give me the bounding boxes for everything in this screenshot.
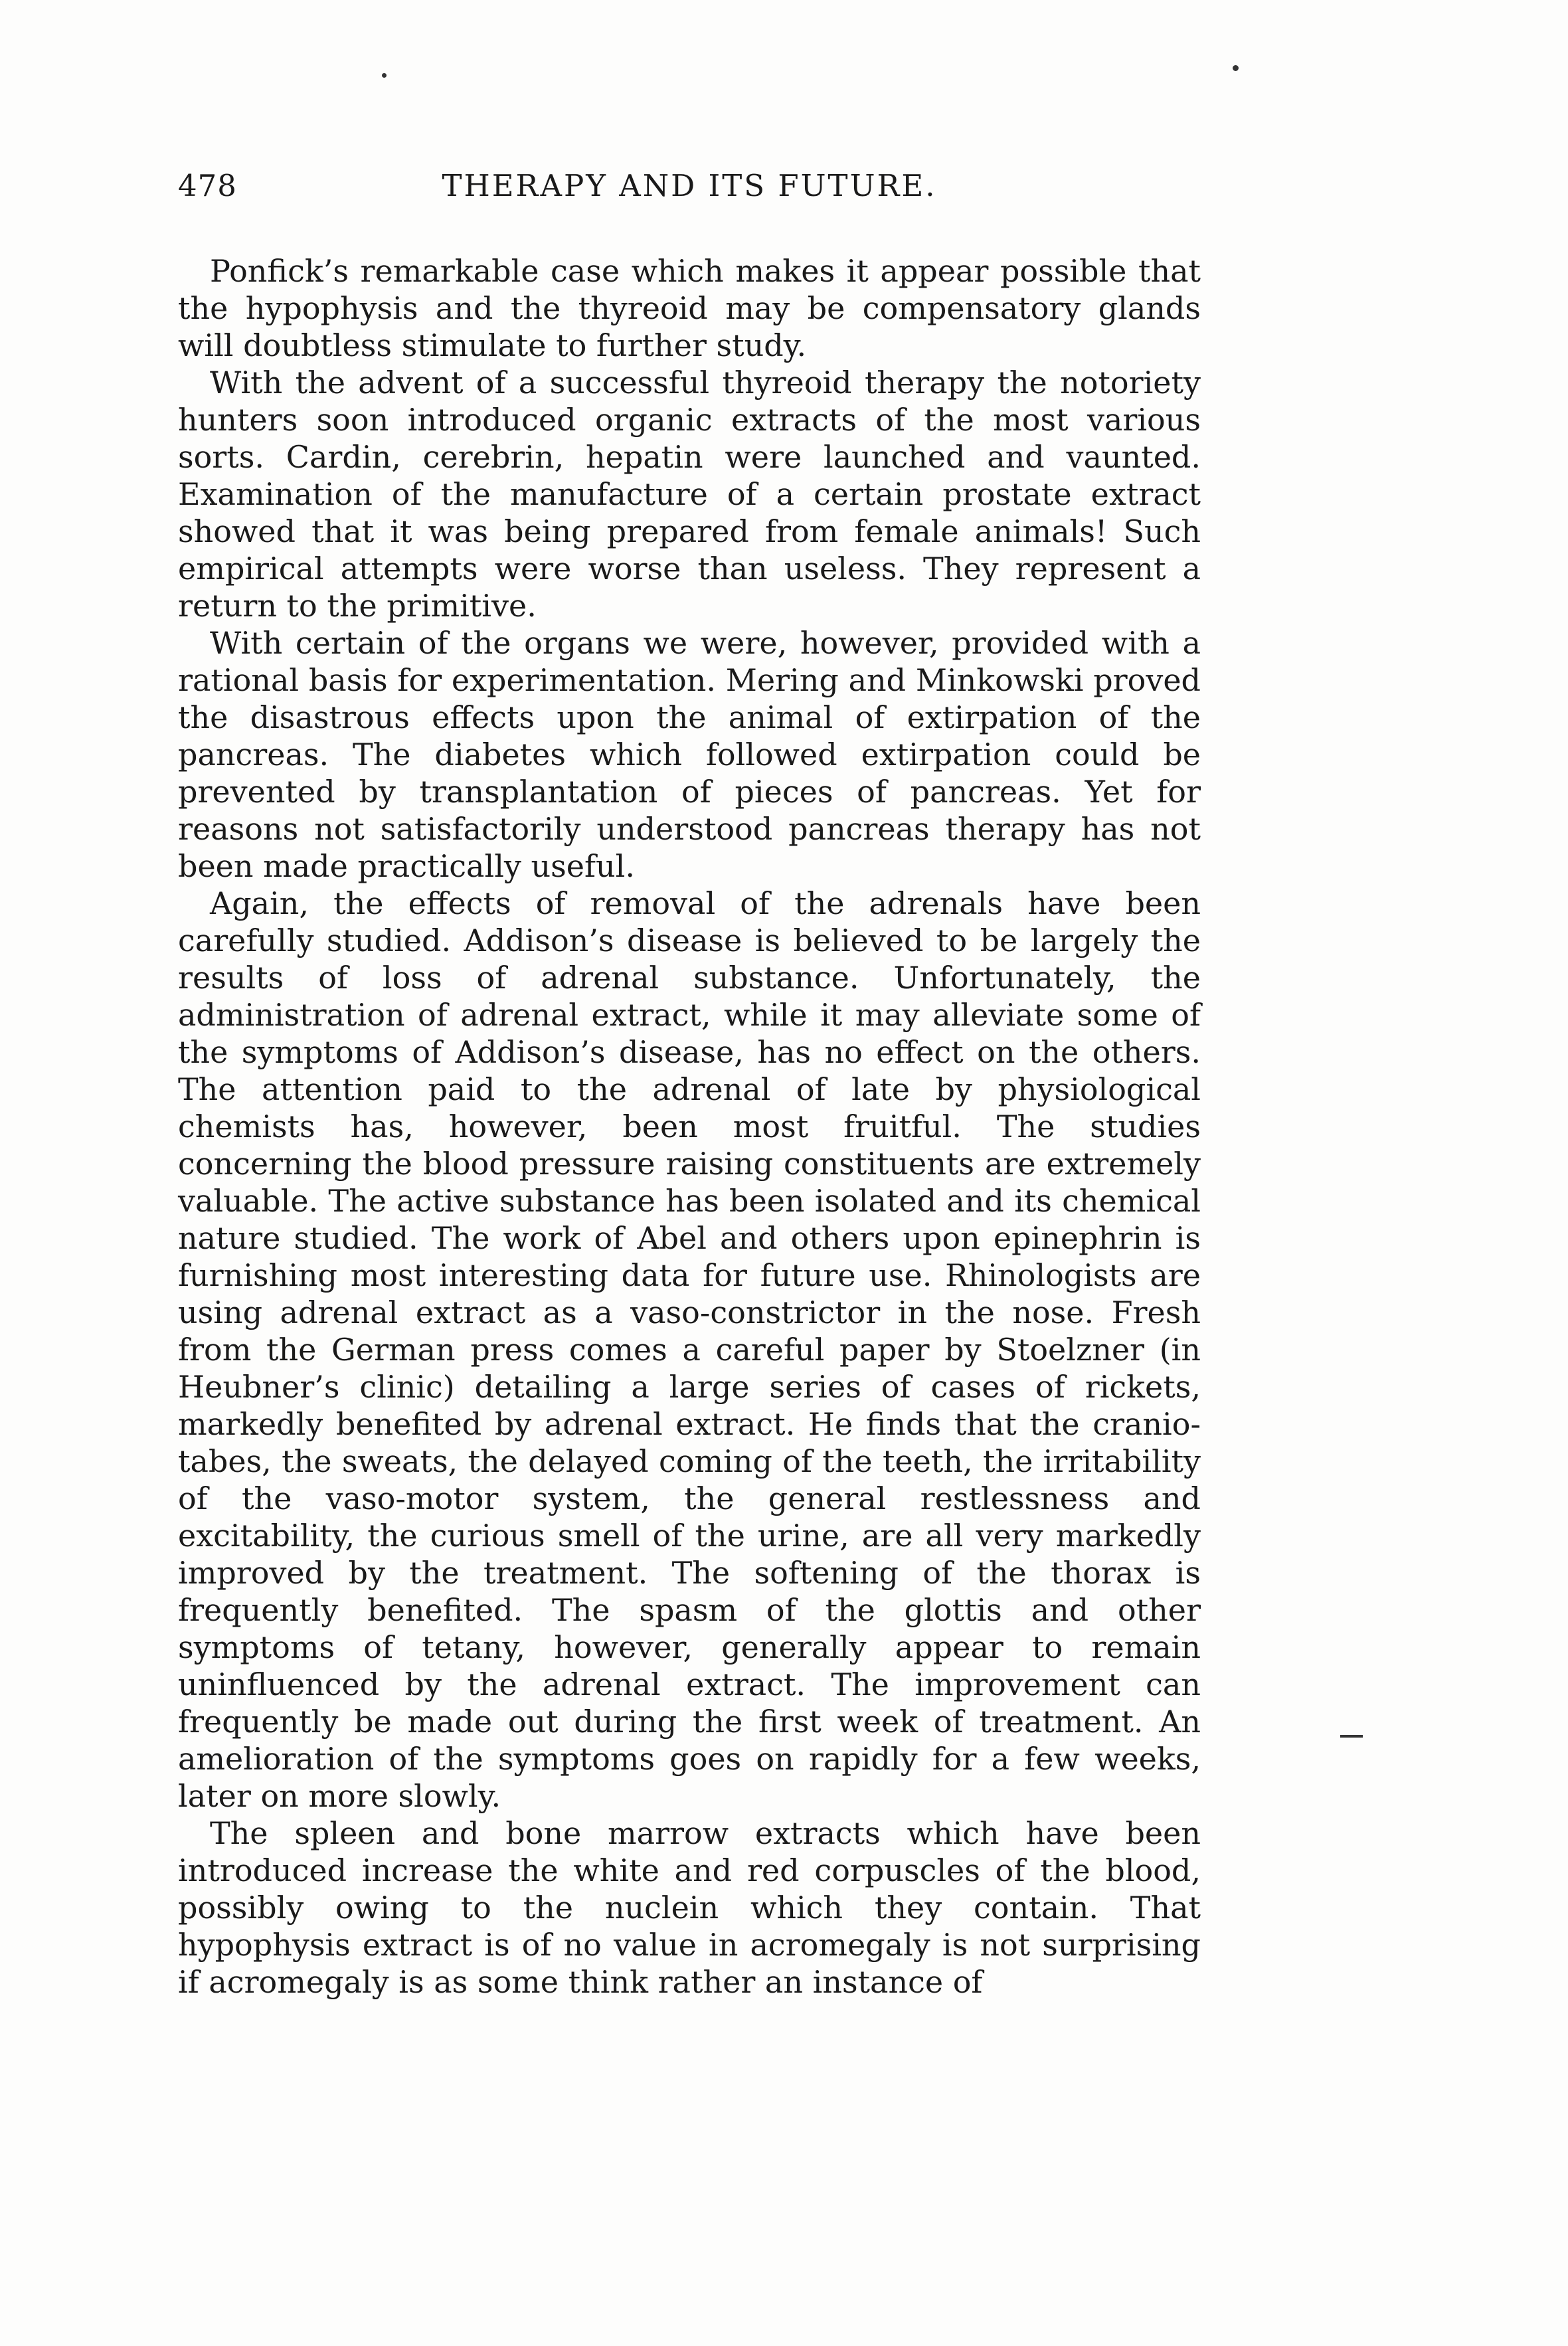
paragraph: With certain of the organs we were, however, provided with a rational basis for experimentation. Mering and Minkowski proved the disastrous effects upon the animal of extirpation of the pancreas. The diabetes which followed extirpation could be prevented by transplantation of pieces of pancreas. Yet for reasons not satisfactorily understood pancreas therapy has not been made practically useful. xyxy=(178,625,1201,884)
body-text xyxy=(178,252,1201,2001)
ink-speck xyxy=(1233,65,1239,71)
paragraph: The spleen and bone marrow extracts which have been introduced increase the white and red corpuscles of the blood, possibly owing to the nuclein which they contain. That hypophysis extract is of no value in acromegaly is not surprising if acromegaly is as some think rather an instance of xyxy=(178,1815,1201,2000)
paragraph: Ponfick’s remarkable case which makes it appear possible that the hypophysis and the thyreoid may be compensatory glands will doubtless stimulate to further study. xyxy=(178,253,1201,363)
ink-speck xyxy=(382,73,387,78)
page-header xyxy=(178,166,1201,206)
paragraph: Again, the effects of removal of the adrenals have been carefully studied. Addison’s disease is believed to be largely the results of loss of adrenal substance. Unfortunately, the administration of adrenal extract, while it may alleviate some of the symptoms of Addison’s disease, has no effect on the others. The attention paid to the adrenal of late by physiological chemists has, however, been most fruitful. The studies concerning the blood pressure raising constituents are extremely valuable. The active substance has been isolated and its chemical nature studied. The work of Abel and others upon epinephrin is furnishing most interesting data for future use. Rhinologists are using adrenal extract as a vaso-constrictor in the nose. Fresh from the German press comes a careful paper by Stoelzner (in Heubner’s clinic) detailing a large series of cases of rickets, markedly benefited by adrenal extract. He finds that the cranio-tabes, the sweats, the delayed coming of the teeth, the irritability of the vaso-motor system, the general restlessness and excitability, the curious smell of the urine, are all very markedly improved by the treatment. The softening of the thorax is frequently benefited. The spasm of the glottis and other symptoms of tetany, however, generally appear to remain uninfluenced by the adrenal extract. The improvement can frequently be made out during the first week of treatment. An amelioration of the symptoms goes on rapidly for a few weeks, later on more slowly. xyxy=(178,885,1201,1814)
margin-dash xyxy=(1340,1735,1363,1738)
running-title: THERAPY AND ITS FUTURE. xyxy=(442,168,937,203)
page-number: 478 xyxy=(178,168,237,203)
paragraph: With the advent of a successful thyreoid therapy the notoriety hunters soon introduced organic extracts of the most various sorts. Cardin, cerebrin, hepatin were launched and vaunted. Examination of the manufacture of a certain prostate extract showed that it was being prepared from female animals! Such empirical attempts were worse than useless. They represent a return to the primitive. xyxy=(178,365,1201,624)
